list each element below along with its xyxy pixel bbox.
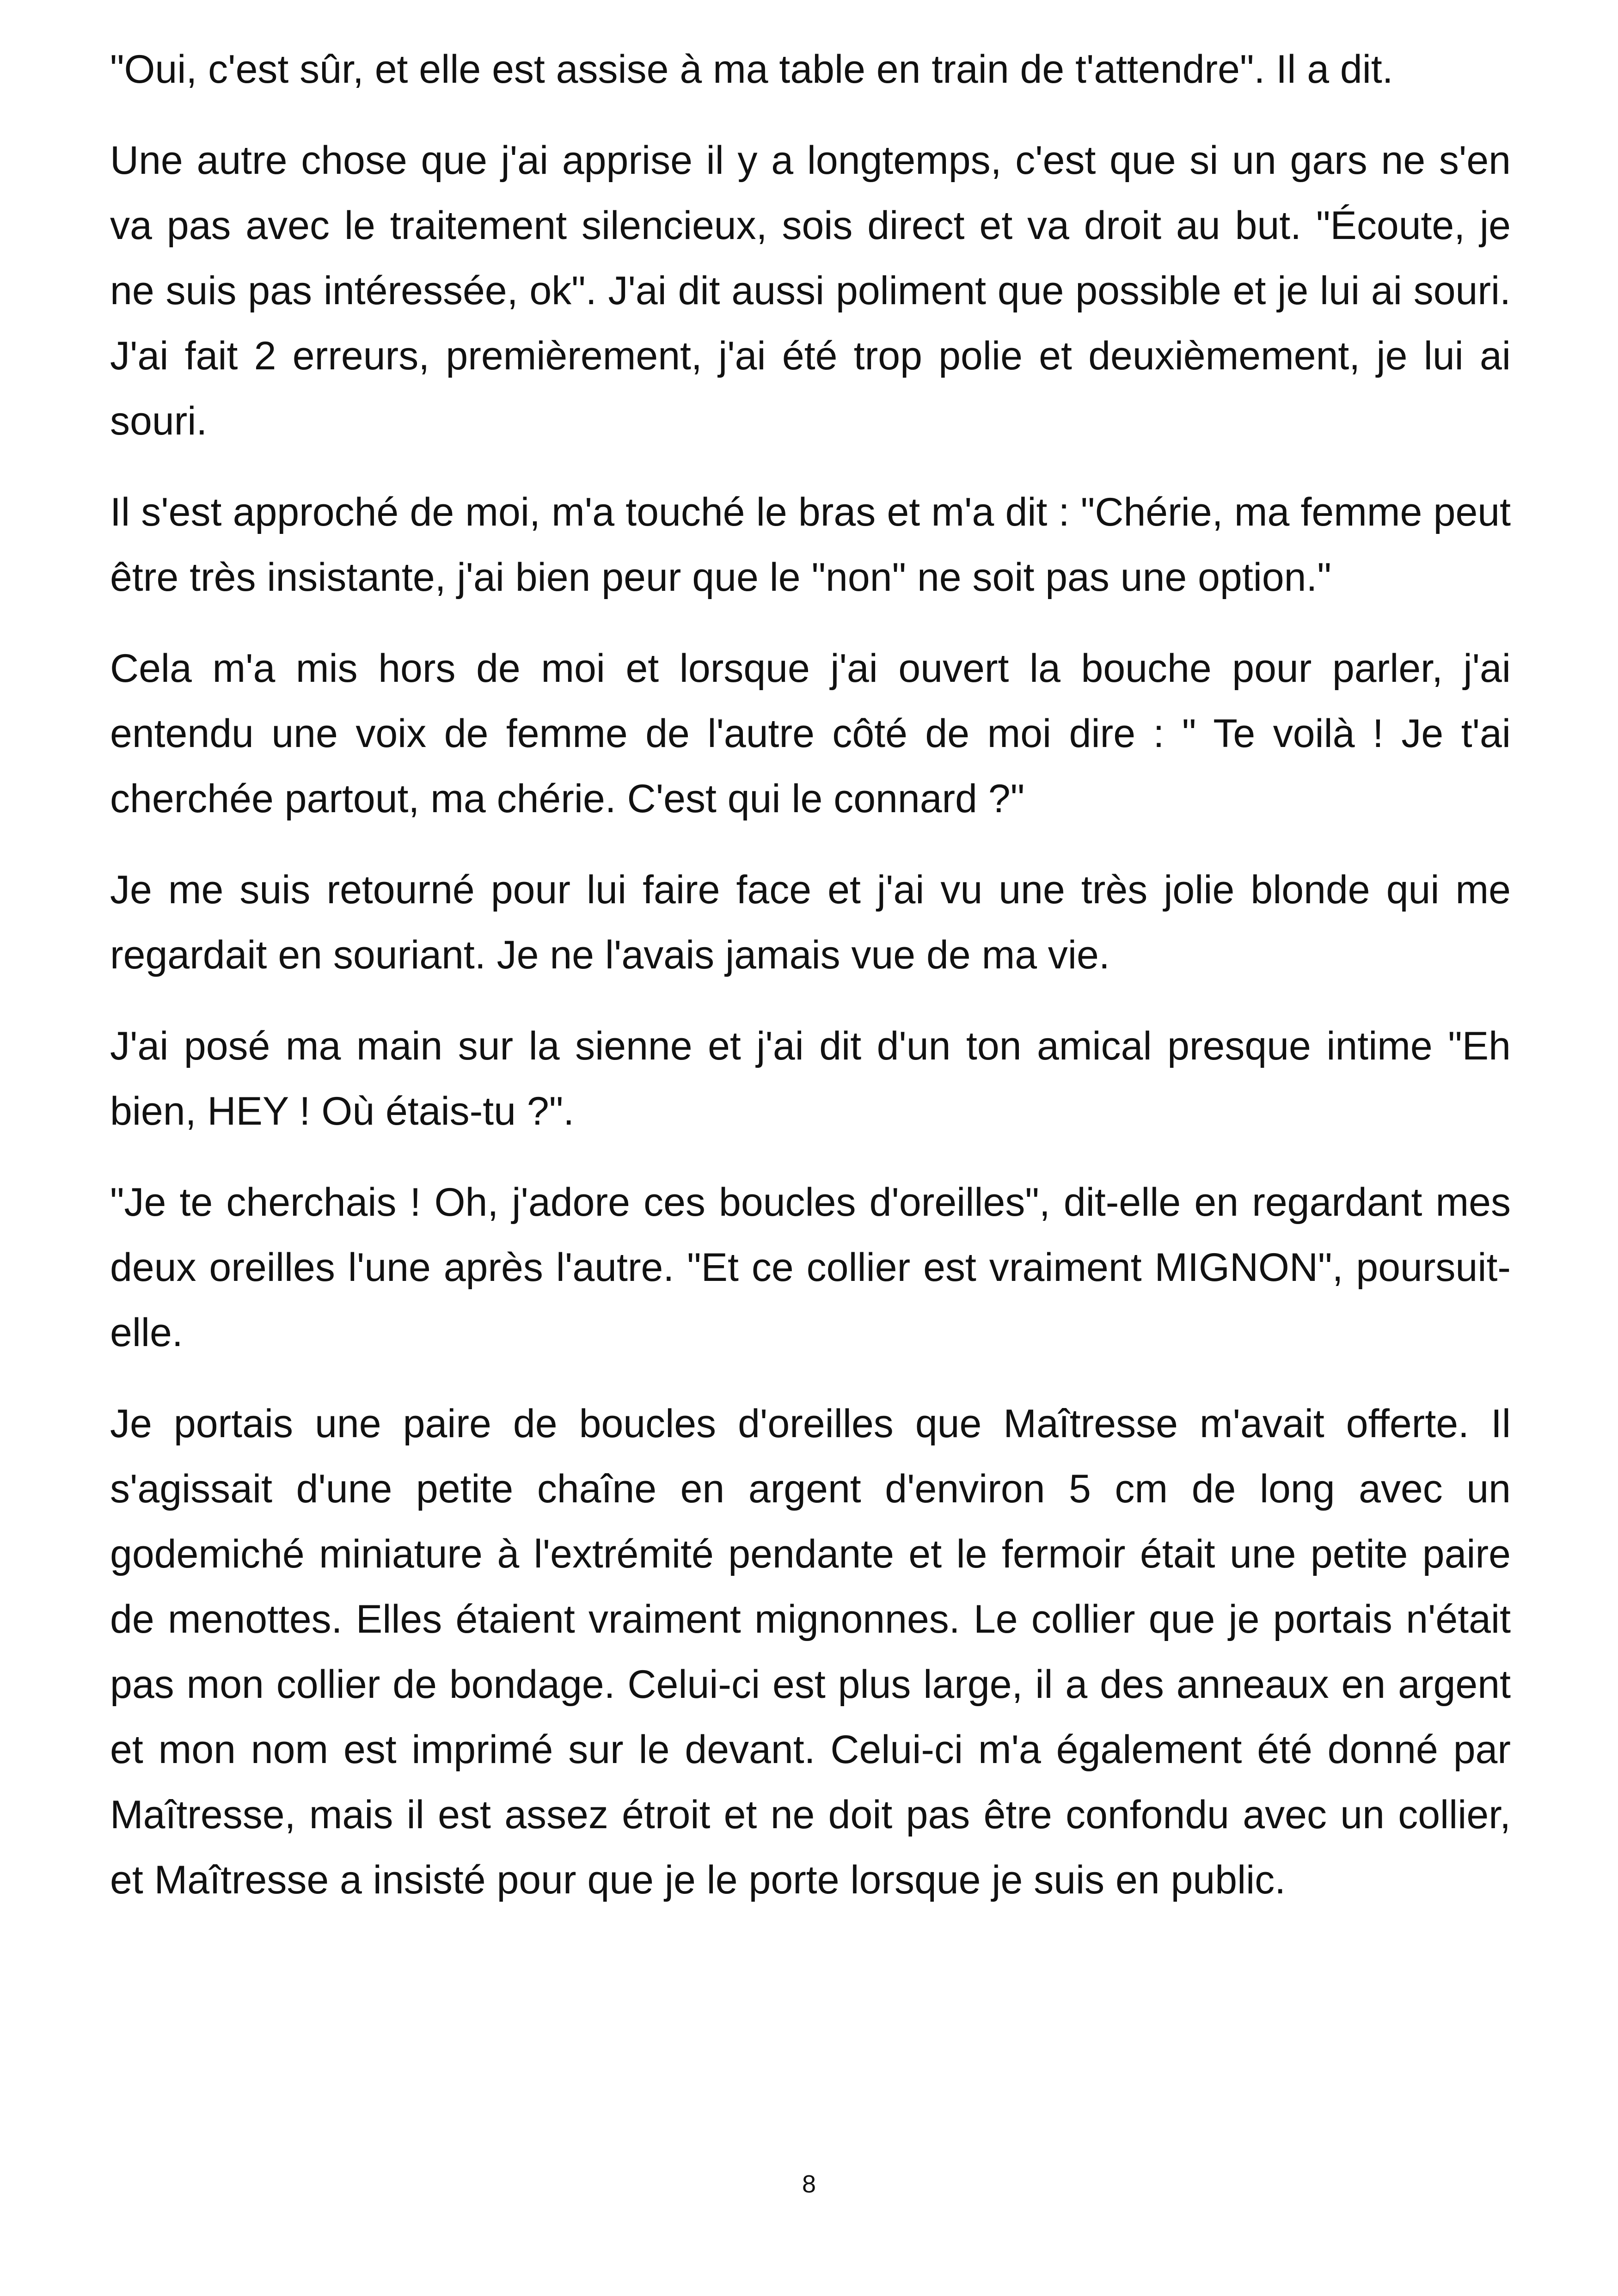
paragraph: Cela m'a mis hors de moi et lorsque j'ai ouvert la bouche pour parler, j'ai entendu une voix de femme de l'autre côté de moi dire : " Te voilà ! Je t'ai cherchée partout, ma chérie. C'est qui le connard ?" [110, 646, 1511, 821]
page-number: 8 [802, 2170, 816, 2198]
paragraph: Je me suis retourné pour lui faire face et j'ai vu une très jolie blonde qui me regardait en souriant. Je ne l'avais jamais vue de ma vie. [110, 868, 1511, 977]
paragraph: "Je te cherchais ! Oh, j'adore ces boucles d'oreilles", dit-elle en regardant mes deux oreilles l'une après l'autre. "Et ce collier est vraiment MIGNON", poursuit-elle. [110, 1180, 1511, 1355]
text-body [110, 37, 1511, 1939]
paragraph: Une autre chose que j'ai apprise il y a longtemps, c'est que si un gars ne s'en va pas avec le traitement silencieux, sois direct et va droit au but. "Écoute, je ne suis pas intéressée, ok". J'ai dit aussi poliment que possible et je lui ai souri. J'ai fait 2 erreurs, premièrement, j'ai été trop polie et deuxièmement, je lui ai souri. [110, 138, 1511, 443]
paragraph: J'ai posé ma main sur la sienne et j'ai dit d'un ton amical presque intime "Eh bien, HEY ! Où étais-tu ?". [110, 1024, 1511, 1133]
paragraph: Il s'est approché de moi, m'a touché le bras et m'a dit : "Chérie, ma femme peut être très insistante, j'ai bien peur que le "non" ne soit pas une option." [110, 490, 1511, 600]
paragraph: "Oui, c'est sûr, et elle est assise à ma table en train de t'attendre". Il a dit. [110, 47, 1393, 92]
paragraph: Je portais une paire de boucles d'oreilles que Maîtresse m'avait offerte. Il s'agissait d'une petite chaîne en argent d'environ 5 cm de long avec un godemiché miniature à l'extrémité pendante et le fermoir était une petite paire de menottes. Elles étaient vraiment mignonnes. Le collier que je portais n'était pas mon collier de bondage. Celui-ci est plus large, il a des anneaux en argent et mon nom est imprimé sur le devant. Celui-ci m'a également été donné par Maîtresse, mais il est assez étroit et ne doit pas être confondu avec un collier, et Maîtresse a insisté pour que je le porte lorsque je suis en public. [110, 1402, 1511, 1902]
